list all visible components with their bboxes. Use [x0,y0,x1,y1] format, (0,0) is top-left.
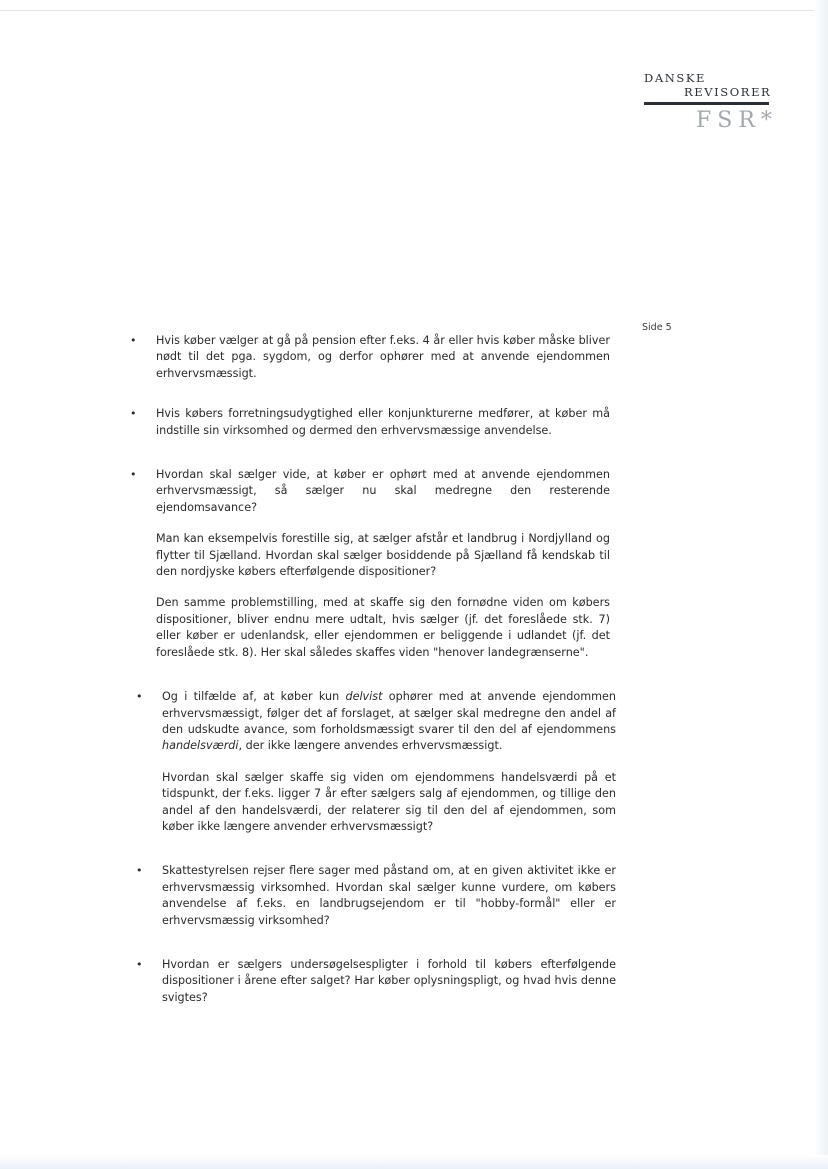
bullet-icon: • [136,957,143,971]
list-item-text: Hvordan skal sælger vide, at køber er ophørt med at anvende ejendommen erhvervsmæssigt, så sælger nu skal medregne den resterende ejendomsavance? [156,468,610,514]
emphasis-delvist: delvist [345,690,383,704]
logo-fsr-mark: FSR* [696,108,778,133]
bullet-icon: • [136,690,143,704]
list-item-paragraph: Man kan eksempelvis forestille sig, at sælger afstår et landbrug i Nordjylland og flytter til Sjælland. Hvordan skal sælger bosiddende på Sjælland få kendskab til den nordjyske købers efterfølgende dispositioner? [156,532,610,579]
document-body [126,333,617,1006]
bullet-icon: • [130,334,137,347]
list-item-text: Hvordan er sælgers undersøgelsespligter i forhold til købers efterfølgende dispositioner i årene efter salget? Har køber oplysningspligt, og hvad hvis denne svigtes? [162,957,616,1004]
list-item [132,689,616,835]
logo-rule [644,102,769,105]
bullet-icon: • [130,468,137,482]
list-item-paragraph: Hvordan skal sælger skaffe sig viden om ejendommens handelsværdi på et tidspunkt, der f.eks. ligger 7 år efter sælgers salg af ejendommen, og tillige den andel af den handelsværdi, der relaterer sig til den del af ejendommen, som køber ikke længere anvender erhvervsmæssigt? [162,770,616,833]
text-run: ophører med at anvende ejendommen erhvervsmæssigt, følger det af forslaget, at sælger skal medregne den andel af den udskudte avance, som forholdsmæssigt svarer til den del af ejendommens [162,690,617,736]
logo-line-revisorer: REVISORER [684,85,772,99]
scan-bottom-edge [0,1155,828,1169]
fsr-logo [640,71,778,137]
page-number: Side 5 [642,322,672,333]
bullet-icon: • [130,407,137,421]
list-item [126,333,610,382]
list-item [126,467,610,661]
logo-line-danske: DANSKE [644,71,707,85]
list-item [132,957,616,1006]
text-run: , der ikke længere anvendes erhvervsmæssigt. [238,739,503,753]
text-run: Og i tilfælde af, at køber kun [162,690,346,704]
bullet-icon: • [136,864,143,878]
list-item-text [162,689,616,755]
list-item [132,863,616,929]
list-item [126,406,610,439]
emphasis-handelsvaerdi: handelsværdi [162,739,239,753]
list-item-text: Hvis købers forretningsudygtighed eller konjunkturerne medfører, at køber må indstille sin virksomhed og dermed den erhvervsmæssige anvendelse. [156,407,610,437]
list-item-text: Skattestyrelsen rejser flere sager med påstand om, at en given aktivitet ikke er erhvervsmæssig virksomhed. Hvordan skal sælger kunne vurdere, om købers anvendelse af f.eks. en landbrugsejendom er til "hobby-formål" eller er erhvervsmæssig virksomhed? [162,864,616,927]
list-item-paragraph: Den samme problemstilling, med at skaffe sig den fornødne viden om købers dispositioner, bliver endnu mere udtalt, hvis sælger (jf. det foreslåede stk. 7) eller køber er udenlandsk, eller ejendommen er beliggende i udlandet (jf. det foreslåede stk. 8). Her skal således skaffes viden "henover landegrænserne". [156,596,610,659]
scan-top-edge [0,10,828,11]
list-item-text: Hvis køber vælger at gå på pension efter f.eks. 4 år eller hvis køber måske bliver nødt til det pga. sygdom, og derfor ophører med at anvende ejendommen erhvervsmæssigt. [156,334,610,380]
scan-right-edge [814,0,828,1169]
